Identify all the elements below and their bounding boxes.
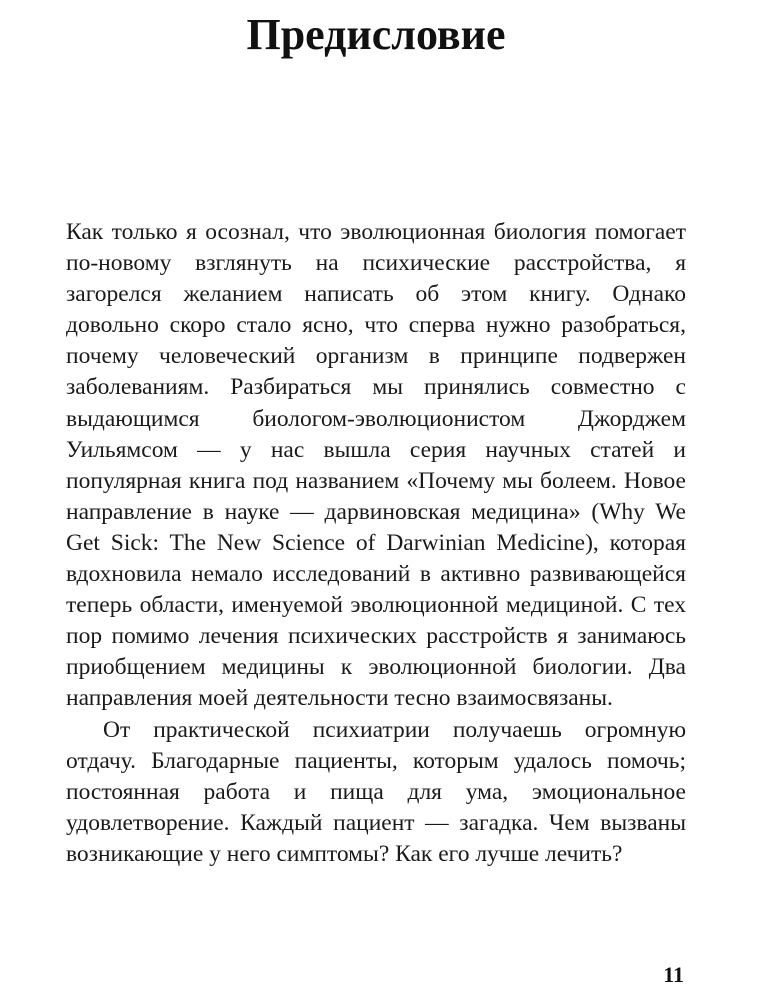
- paragraph-2: От практической психиатрии получаешь огромную отдачу. Благодарные пациенты, которым удалось помочь; постоянная работа и пища для ума, эмоциональное удовлетворение. Каждый пациент — загадка. Чем вызваны возникающие у него симптомы? Как его лучше лечить?: [66, 716, 686, 867]
- page-number: 11: [663, 962, 684, 987]
- paragraph-1: Как только я осознал, что эволюционная биология помогает по-новому взглянуть на психические расстройства, я загорелся желанием написать об этом книгу. Однако довольно скоро стало ясно, что сперва нужно разобраться, почему человеческий организм в принципе подвержен заболеваниям. Разбираться мы принялись совместно с выдающимся биологом-эволюционистом Джорджем Уильямсом — у нас вышла серия научных статей и популярная книга под названием «Почему мы болеем. Новое направление в науке — дарвиновская медицина» (Why We Get Sick: The New Science of Darwinian Medicine), которая вдохновила немало исследований в активно развивающейся теперь области, именуемой эволюционной медициной. С тех пор помимо лечения психических расстройств я занимаюсь приобщением медицины к эволюционной биологии. Два направления моей деятельности тесно взаимосвязаны.: [66, 219, 686, 712]
- chapter-title: Предисловие: [246, 10, 506, 59]
- body-text: [66, 217, 686, 870]
